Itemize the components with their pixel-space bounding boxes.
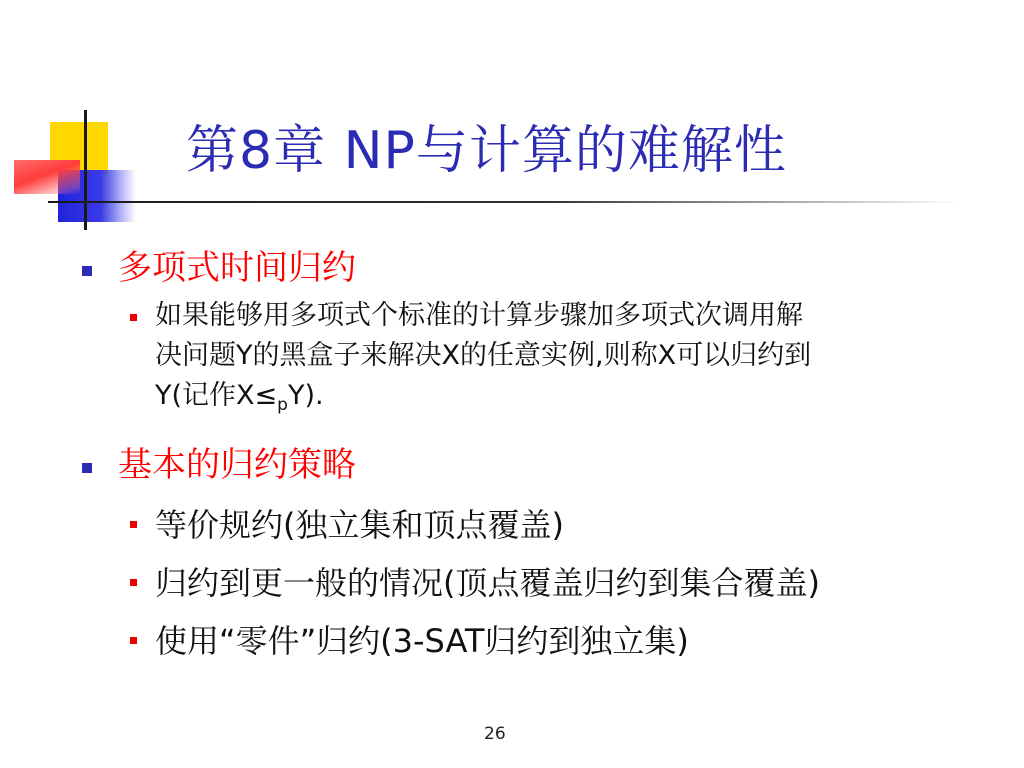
decorative-logo [0, 0, 150, 230]
slide-title: 第8章 NP与计算的难解性 [186, 121, 787, 181]
definition-line-2: 决问题Y的黑盒子来解决X的任意实例,则称X可以归约到 [155, 340, 812, 371]
list-item [130, 615, 1002, 667]
list-item [130, 296, 1002, 425]
definition-text [155, 296, 935, 425]
square-bullet-icon [130, 637, 137, 644]
square-bullet-icon [82, 463, 92, 473]
definition-line-3-prefix: Y(记作X≤ [155, 380, 278, 411]
section-items [130, 296, 1002, 425]
definition-line-1: 如果能够用多项式个标准的计算步骤加多项式次调用解 [155, 300, 803, 331]
section-heading-text: 多项式时间归约 [118, 248, 356, 288]
page-number: 26 [484, 724, 506, 744]
section-items [130, 499, 1002, 667]
square-bullet-icon [82, 266, 92, 276]
section-heading-strategies [82, 437, 1002, 493]
list-item-text: 归约到更一般的情况(顶点覆盖归约到集合覆盖) [155, 564, 820, 602]
square-bullet-icon [130, 521, 137, 528]
square-bullet-icon [130, 579, 137, 586]
square-bullet-icon [130, 314, 137, 321]
list-item-text: 使用“零件”归约(3-SAT归约到独立集) [155, 622, 689, 660]
list-item [130, 557, 1002, 609]
vertical-rule [84, 110, 87, 230]
list-item-text: 等价规约(独立集和顶点覆盖) [155, 506, 564, 544]
section-heading-reduction [82, 240, 1002, 296]
title-underline [48, 201, 960, 203]
section-heading-text: 基本的归约策略 [118, 445, 356, 485]
list-item [130, 499, 1002, 551]
red-square-decoration [14, 160, 80, 194]
definition-line-3-suffix: Y). [287, 380, 324, 411]
definition-subscript: p [277, 395, 288, 415]
slide-body [82, 230, 1002, 667]
